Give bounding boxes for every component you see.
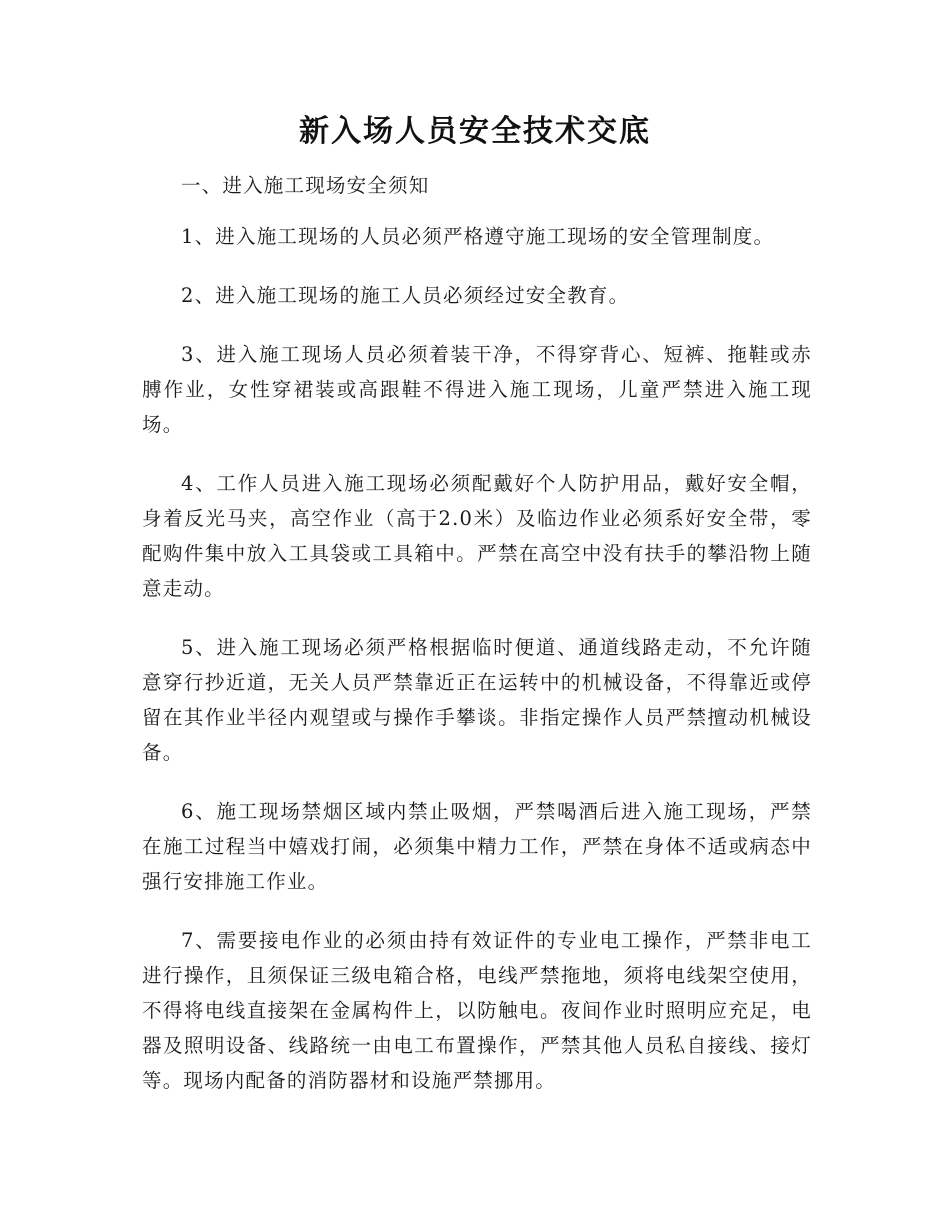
document-title: 新入场人员安全技术交底 <box>299 114 651 149</box>
rule-paragraph-3: 3、进入施工现场人员必须着装干净，不得穿背心、短裤、拖鞋或赤膊作业，女性穿裙装或高跟鞋不得进入施工现场，儿童严禁进入施工现场。 <box>142 343 812 436</box>
section-heading: 一、进入施工现场安全须知 <box>181 174 430 197</box>
rule-paragraph-1: 1、进入施工现场的人员必须严格遵守施工现场的安全管理制度。 <box>181 225 775 248</box>
rule-paragraph-7: 7、需要接电作业的必须由持有效证件的专业电工操作，严禁非电工进行操作，且须保证三级电箱合格，电线严禁拖地，须将电线架空使用，不得将电线直接架在金属构件上，以防触电。夜间作业时照明应充足，电器及照明设备、线路统一由电工布置操作，严禁其他人员私自接线、接灯等。现场内配备的消防器材和设施严禁挪用。 <box>142 929 812 1092</box>
rule-paragraph-4: 4、工作人员进入施工现场必须配戴好个人防护用品，戴好安全帽，身着反光马夹，高空作业（高于2.0米）及临边作业必须系好安全带，零配购件集中放入工具袋或工具箱中。严禁在高空中没有扶手的攀沿物上随意走动。 <box>142 472 812 600</box>
rule-paragraph-2: 2、进入施工现场的施工人员必须经过安全教育。 <box>181 284 630 307</box>
rule-paragraph-5: 5、进入施工现场必须严格根据临时便道、通道线路走动，不允许随意穿行抄近道，无关人员严禁靠近正在运转中的机械设备，不得靠近或停留在其作业半径内观望或与操作手攀谈。非指定操作人员严禁擅动机械设备。 <box>142 636 812 764</box>
document-body <box>142 168 812 1122</box>
rule-paragraph-6: 6、施工现场禁烟区域内禁止吸烟，严禁喝酒后进入施工现场，严禁在施工过程当中嬉戏打闹，必须集中精力工作，严禁在身体不适或病态中强行安排施工作业。 <box>142 800 812 893</box>
